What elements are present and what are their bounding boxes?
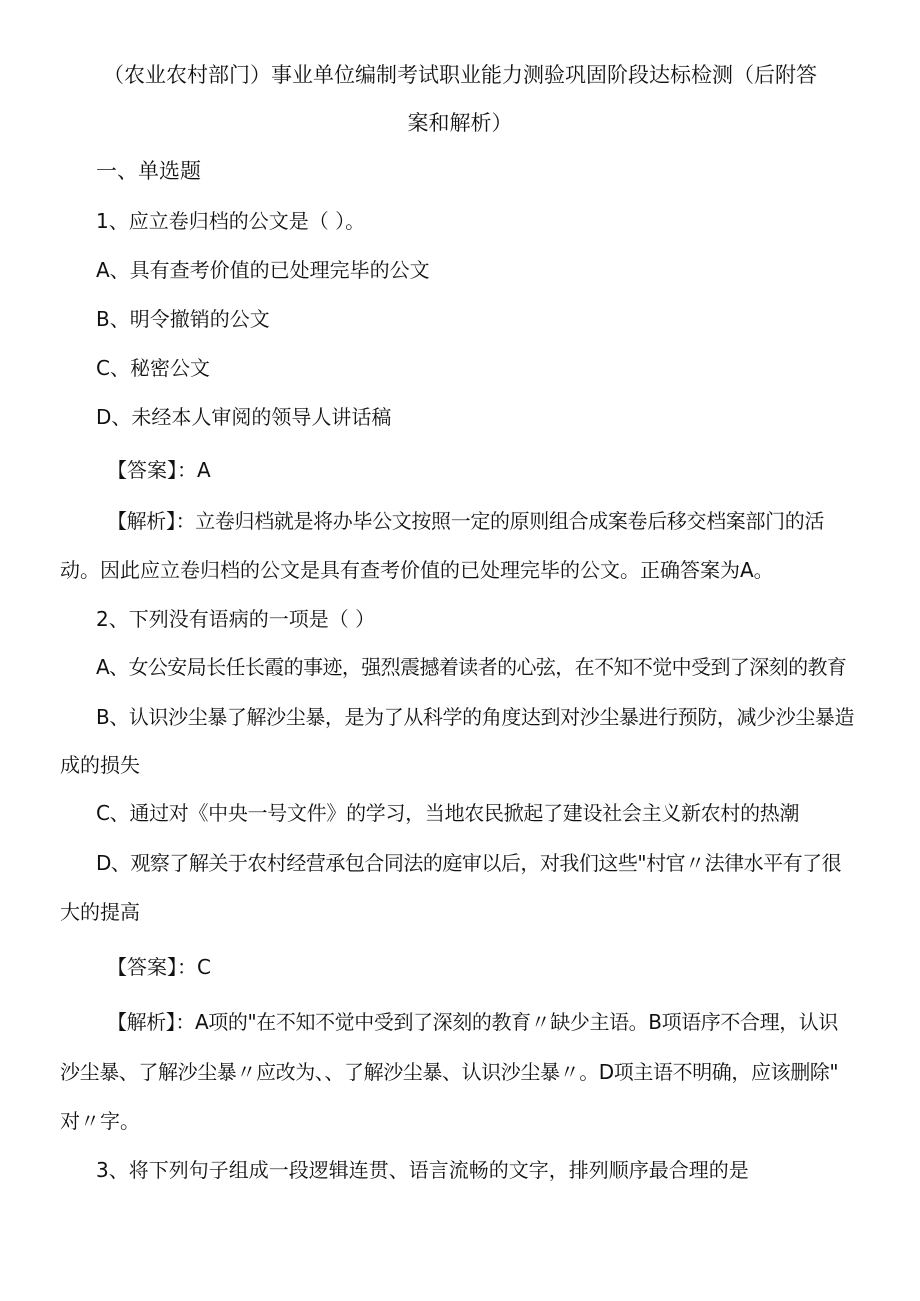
question-2-analysis-line-3: 对〃字。 (60, 1109, 140, 1133)
question-1-option-d: D、未经本人审阅的领导人讲话稿 (96, 405, 392, 429)
question-2-option-d: D、观察了解关于农村经营承包合同法的庭审以后，对我们这些"村官〃法律水平有了很 (96, 851, 842, 875)
question-1-option-a: A、具有查考价值的已处理完毕的公文 (96, 258, 430, 282)
question-1-stem: 1、应立卷归档的公文是（ ）。 (96, 209, 366, 233)
question-2-stem: 2、下列没有语病的一项是（ ） (96, 607, 376, 631)
question-2-option-d-continued: 大的提高 (60, 900, 140, 924)
question-1-option-b: B、明令撤销的公文 (96, 307, 270, 331)
question-2-analysis-line-2: 沙尘暴、了解沙尘暴〃应改为、、了解沙尘暴、认识沙尘暴〃。D项主语不明确，应该删除" (60, 1060, 839, 1084)
question-2-option-b-continued: 成的损失 (60, 753, 140, 777)
question-2-option-b: B、认识沙尘暴了解沙尘暴，是为了从科学的角度达到对沙尘暴进行预防，减少沙尘暴造 (96, 705, 855, 729)
section-heading: 一、单选题 (96, 159, 201, 183)
question-1-analysis-line-2: 动。因此应立卷归档的公文是具有查考价值的已处理完毕的公文。正确答案为A。 (60, 558, 774, 582)
document-title-line-1: （农业农村部门）事业单位编制考试职业能力测验巩固阶段达标检测（后附答 (103, 63, 817, 87)
question-1-answer: 【答案】：A (107, 458, 211, 482)
question-3-stem: 3、将下列句子组成一段逻辑连贯、语言流畅的文字，排列顺序最合理的是 (96, 1158, 749, 1182)
question-2-answer: 【答案】：C (107, 955, 211, 979)
question-1-analysis-line-1: 【解析】：立卷归档就是将办毕公文按照一定的原则组合成案卷后移交档案部门的活 (107, 509, 825, 533)
question-2-option-a: A、女公安局长任长霞的事迹，强烈震撼着读者的心弦，在不知不觉中受到了深刻的教育 (96, 655, 847, 679)
question-2-option-c: C、通过对《中央一号文件》的学习，当地农民掀起了建设社会主义新农村的热潮 (96, 801, 800, 825)
question-1-option-c: C、秘密公文 (96, 356, 210, 380)
document-title-line-2: 案和解析） (407, 111, 513, 135)
question-2-analysis-line-1: 【解析】：A项的"在不知不觉中受到了深刻的教育〃缺少主语。B项语序不合理，认识 (107, 1010, 839, 1034)
